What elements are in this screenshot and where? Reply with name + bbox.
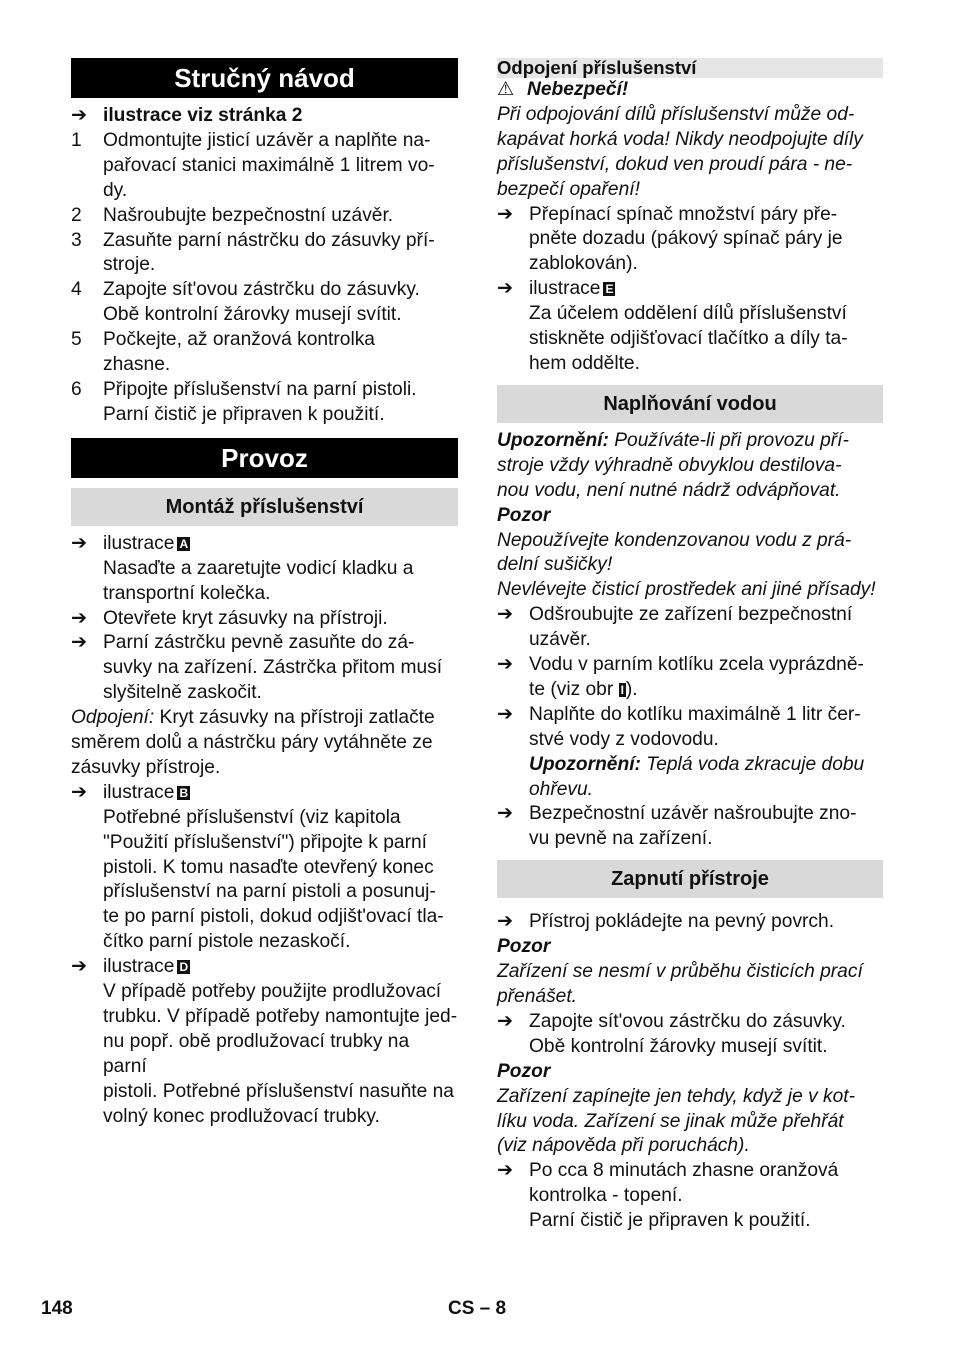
text-line: kontrolka - topení.: [529, 1185, 683, 1207]
caution-text: [497, 529, 883, 604]
step-number: 3: [71, 229, 82, 251]
subsection-heading-water-filling: Naplňování vodou: [497, 385, 883, 423]
figure-badge-d: D: [179, 960, 189, 975]
text-line: Přepínací spínač množství páry pře-: [529, 203, 838, 225]
quick-step: [71, 278, 458, 328]
text-line: delní sušičky!: [497, 554, 613, 576]
list-item: [497, 603, 883, 653]
text-line: čítko parní pistole nezaskočí.: [103, 931, 351, 953]
text-line: Odšroubujte ze zařízení bezpečnostní: [529, 604, 853, 626]
text-line: V případě potřeby použijte prodlužovací: [103, 981, 442, 1003]
figure-badge-b: B: [179, 785, 189, 800]
paragraph: [497, 302, 883, 377]
warning-text: [497, 103, 883, 203]
list-item: [71, 631, 458, 706]
arrow-icon: ➔: [497, 604, 514, 626]
list-item: ➔ Vodu v parním kotlíku zcela vyprázdně- te (viz obr I ).: [497, 653, 883, 703]
step-number: 6: [71, 378, 82, 400]
paragraph: [71, 557, 458, 607]
subsection-heading-accessory-disconnect: Odpojení příslušenství: [497, 58, 883, 78]
arrow-icon: ➔: [71, 105, 88, 126]
text-line: Parní čistič je připraven k použití.: [103, 403, 385, 425]
list-item: ➔ ilustrace A: [71, 532, 458, 557]
warning-triangle-icon: ⚠: [497, 79, 515, 100]
text-line: "Použití příslušenství") připojte k parní: [103, 831, 427, 853]
text-line: Zařízení se nesmí v průběhu čisticích prací: [497, 961, 863, 983]
figure-badge-i: I: [620, 682, 624, 697]
arrow-icon: ➔: [497, 703, 514, 725]
quick-step: [71, 328, 458, 378]
quick-step: [71, 129, 458, 204]
figure-badge-e: E: [605, 282, 614, 297]
text-line: Obě kontrolní žárovky musejí svítit.: [103, 304, 402, 326]
arrow-icon: ➔: [71, 956, 88, 978]
figure-badge-a: A: [179, 536, 189, 551]
text-line: Počkejte, až oranžová kontrolka: [103, 329, 375, 351]
text-line: příslušenství na parní pistoli a posunuj-: [103, 881, 436, 903]
text-line: Naplňte do kotlíku maximálně 1 litr čer-: [529, 703, 861, 725]
quick-ref: ➔ ilustrace viz stránka 2: [71, 104, 458, 129]
text-line: volný konec prodlužovací trubky.: [103, 1105, 380, 1127]
text-line: Našroubujte bezpečnostní uzávěr.: [103, 204, 394, 226]
text-line: Připojte příslušenství na parní pistoli.: [103, 378, 417, 400]
text-line: Zapojte sít'ovou zástrčku do zásuvky.: [103, 279, 420, 301]
danger-warning: ⚠ Nebezpečí!: [497, 78, 883, 103]
text-line: pistoli. K tomu nasaďte otevřený konec: [103, 856, 434, 878]
text-line: slyšitelně zaskočit.: [103, 682, 262, 704]
text-line: pařovací stanici maximálně 1 litrem vo-: [103, 154, 435, 176]
list-item: [497, 703, 883, 753]
step-number: 2: [71, 204, 82, 226]
arrow-icon: ➔: [71, 632, 88, 654]
step-number: 1: [71, 129, 82, 151]
paragraph: [71, 980, 458, 1129]
text-line: te po parní pistoli, dokud odjišt'ovací tla-: [103, 906, 444, 928]
text-line: Za účelem oddělení dílů příslušenství: [529, 303, 847, 325]
text-line: (viz nápověda při poruchách).: [497, 1135, 750, 1157]
text-line: pistoli. Potřebné příslušenství nasuňte na: [103, 1080, 454, 1102]
text-line: stroje.: [103, 254, 156, 276]
text-line: příslušenství, dokud ven proudí pára - ne-: [497, 153, 853, 175]
caution-label: Pozor: [497, 1060, 551, 1082]
arrow-icon: ➔: [497, 803, 514, 825]
step-number: 5: [71, 329, 82, 351]
step-number: 4: [71, 279, 82, 301]
disconnect-paragraph: Odpojení: Kryt zásuvky na přístroji zatlačte směrem dolů a nástrčku páry vytáhněte ze zásuvky přístroje.: [71, 707, 435, 778]
arrow-icon: ➔: [497, 911, 514, 933]
text-line: zhasne.: [103, 354, 171, 376]
text-line: Nasaďte a zaaretujte vodicí kladku a: [103, 557, 414, 579]
page-number: 148: [41, 1298, 73, 1319]
text-line: Parní zástrčku pevně zasuňte do zá-: [103, 632, 415, 654]
list-item: ➔ ilustrace E: [497, 277, 883, 302]
text-line: bezpečí opaření!: [497, 178, 640, 200]
text-line: líku voda. Zařízení se jinak může přehřát: [497, 1110, 844, 1132]
caution-label: Pozor: [497, 936, 551, 958]
text-line: Při odpojování dílů příslušenství může od-: [497, 103, 855, 125]
text-line: Nepoužívejte kondenzovanou vodu z prá-: [497, 529, 852, 551]
caution-label: Pozor: [497, 504, 551, 526]
list-item: ➔ Přístroj pokládejte na pevný povrch.: [497, 910, 883, 935]
text-line: Zapojte sít'ovou zástrčku do zásuvky.: [529, 1010, 846, 1032]
text-line: nu popř. obě prodlužovací trubky na parní: [103, 1030, 410, 1077]
note-paragraph: Upozornění: Používáte-li při provozu pří- stroje vždy výhradně obvyklou destilova- nou vodu, není nutné nádrž odvápňovat.: [497, 429, 849, 501]
caution-text: [497, 1085, 883, 1160]
arrow-icon: ➔: [497, 654, 514, 676]
arrow-icon: ➔: [71, 781, 88, 803]
arrow-icon: ➔: [71, 532, 88, 554]
text-line: stvé vody z vodovodu.: [529, 728, 719, 750]
text-line: pněte dozadu (pákový spínač páry je: [529, 228, 843, 250]
arrow-icon: ➔: [497, 1010, 514, 1032]
list-item: ➔ Otevřete kryt zásuvky na přístroji.: [71, 607, 458, 632]
text-line: suvky na zařízení. Zástrčka přitom musí: [103, 657, 443, 679]
section-footer: CS – 8: [448, 1298, 507, 1319]
text-line: přenášet.: [497, 986, 578, 1007]
text-line: trubku. V případě potřeby namontujte jed-: [103, 1006, 458, 1027]
text-line: Odmontujte jisticí uzávěr a naplňte na-: [103, 129, 431, 151]
text-line: stiskněte odjišťovací tlačítko a díly ta-: [529, 328, 848, 350]
list-item: ➔ ilustrace B: [71, 781, 458, 806]
text-line: Zasuňte parní nástrčku do zásuvky pří-: [103, 229, 435, 251]
quick-step: [71, 378, 458, 428]
section-title-quick-guide: Stručný návod: [71, 58, 458, 98]
paragraph: [71, 806, 458, 955]
text-line: hem oddělte.: [529, 352, 640, 374]
text-line: Obě kontrolní žárovky musejí svítit.: [529, 1035, 828, 1057]
arrow-icon: ➔: [497, 203, 514, 225]
list-item: [497, 1010, 883, 1060]
text-line: kapávat horká voda! Nikdy neodpojujte díly: [497, 128, 863, 150]
text-line: zablokován).: [529, 253, 638, 275]
quick-step: [71, 229, 458, 279]
list-item: ➔ ilustrace D: [71, 955, 458, 980]
quick-steps-list: [71, 129, 458, 428]
text-line: Parní čistič je připraven k použití.: [529, 1210, 811, 1232]
arrow-icon: ➔: [497, 278, 514, 300]
text-line: dy.: [103, 179, 128, 201]
text-line: Zařízení zapínejte jen tehdy, když je v kot-: [497, 1085, 855, 1107]
list-item: [497, 802, 883, 852]
text-line: vu pevně na zařízení.: [529, 828, 713, 850]
list-item: [497, 1159, 883, 1234]
arrow-icon: ➔: [497, 1160, 514, 1182]
subsection-heading-switch-on: Zapnutí přístroje: [497, 860, 883, 898]
subsection-heading-accessory-mounting: Montáž příslušenství: [71, 488, 458, 526]
list-item: [497, 203, 883, 278]
quick-step: [71, 204, 458, 229]
text-line: Potřebné příslušenství (viz kapitola: [103, 806, 401, 828]
section-title-operation: Provoz: [71, 438, 458, 478]
right-column: [497, 58, 883, 1234]
note-paragraph: Upozornění: Teplá voda zkracuje dobu ohřevu.: [529, 753, 865, 800]
caution-text: [497, 960, 883, 1010]
text-line: transportní kolečka.: [103, 582, 271, 604]
text-line: uzávěr.: [529, 629, 591, 651]
left-column: [71, 58, 458, 1130]
text-line: Bezpečnostní uzávěr našroubujte zno-: [529, 803, 857, 825]
text-line: Po cca 8 minutách zhasne oranžová: [529, 1160, 839, 1182]
text-line: Nevlévejte čisticí prostředek ani jiné přísady!: [497, 579, 876, 601]
arrow-icon: ➔: [71, 607, 88, 629]
